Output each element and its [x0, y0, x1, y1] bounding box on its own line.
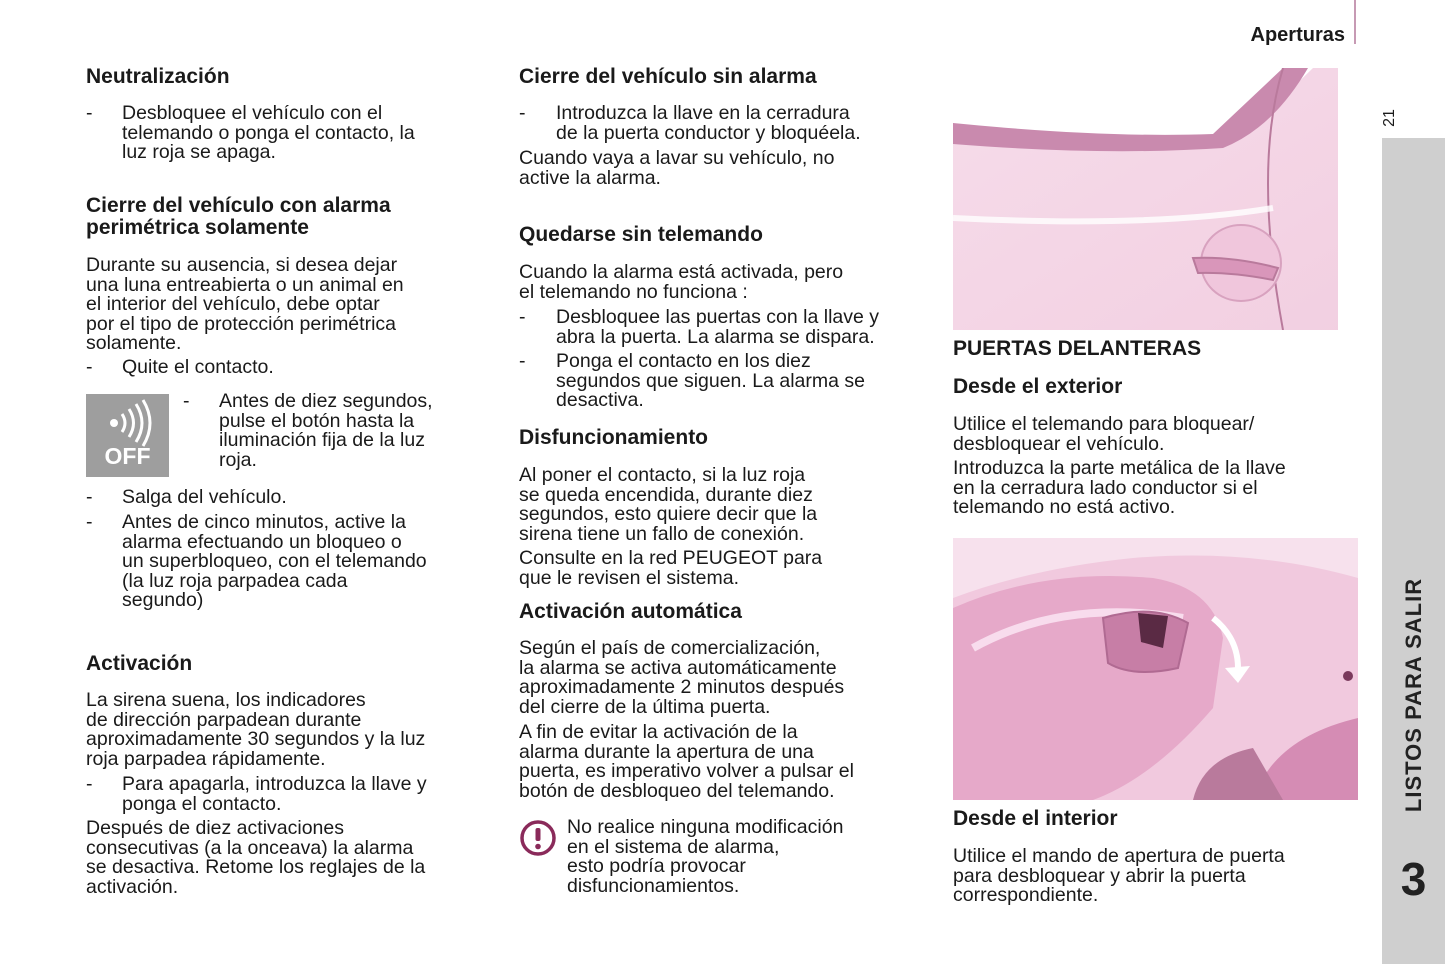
- no-remote-item-2: Ponga el contacto en los diez segundos que siguen. La alarma se desactiva.: [556, 350, 865, 412]
- exterior-text: Utilice el telemando para bloquear/ desbloquear el vehículo.: [953, 413, 1255, 455]
- no-remote-item-1: Desbloquee las puertas con la llave y abra la puerta. La alarma se dispara.: [556, 306, 880, 348]
- activation-heading: Activación: [86, 652, 193, 675]
- malfunction-heading: Disfuncionamiento: [519, 426, 709, 449]
- no-remote-text: Cuando la alarma está activada, pero el telemando no funciona :: [519, 261, 844, 303]
- page-number: 21: [1381, 109, 1398, 127]
- off-label: OFF: [104, 443, 151, 469]
- close-no-alarm-item: Introduzca la llave en la cerradura de la puerta conductor y bloquéela.: [556, 102, 861, 144]
- malfunction-text-2: Consulte en la red PEUGEOT para que le revisen el sistema.: [519, 547, 823, 589]
- section-title: Aperturas: [1250, 24, 1345, 46]
- no-remote-heading: Quedarse sin telemando: [519, 223, 763, 246]
- activation-text-2: Después de diez activaciones consecutivas (a la onceava) la alarma se desactiva. Retome los reglajes de la activación.: [86, 817, 426, 898]
- malfunction-text: Al poner el contacto, si la luz roja se queda encendida, durante diez segundos, esto quiere decir que la sirena tiene un fallo de conexión.: [519, 464, 818, 545]
- close-no-alarm-text: Cuando vaya a lavar su vehículo, no active la alarma.: [519, 147, 835, 189]
- alarm-off-button-icon: [86, 394, 169, 477]
- perimetric-text: Durante su ausencia, si desea dejar una luna entreabierta o un animal en el interior del vehículo, debe optar por el tipo de protección perimétrica solamente.: [86, 254, 404, 355]
- neutralization-item: Desbloquee el vehículo con el telemando o ponga el contacto, la luz roja se apaga.: [122, 102, 415, 164]
- auto-activation-text-2: A fin de evitar la activación de la alarma durante la apertura de una puerta, es imperativo volver a pulsar el botón de desbloqueo del telemando.: [519, 721, 854, 802]
- perimetric-item-3: Salga del vehículo.: [122, 486, 287, 508]
- neutralization-heading: Neutralización: [86, 65, 230, 88]
- activation-item: Para apagarla, introduzca la llave y ponga el contacto.: [122, 773, 427, 815]
- warning-text: No realice ninguna modificación en el sistema de alarma, esto podría provocar disfuncionamientos.: [567, 816, 844, 897]
- front-doors-heading: PUERTAS DELANTERAS: [953, 337, 1202, 360]
- exterior-heading: Desde el exterior: [953, 375, 1123, 398]
- header-divider: [1354, 0, 1356, 44]
- exterior-text-2: Introduzca la parte metálica de la llave en la cerradura lado conductor si el telemando no está activo.: [953, 457, 1286, 519]
- chapter-number: 3: [1400, 853, 1427, 905]
- interior-text: Utilice el mando de apertura de puerta para desbloquear y abrir la puerta correspondiente.: [953, 845, 1285, 907]
- perimetric-item-1: Quite el contacto.: [122, 356, 274, 378]
- auto-activation-heading: Activación automática: [519, 600, 742, 623]
- interior-heading: Desde el interior: [953, 807, 1118, 830]
- door-interior-illustration: [953, 538, 1358, 800]
- chapter-title: LISTOS PARA SALIR: [1400, 577, 1426, 813]
- close-no-alarm-heading: Cierre del vehículo sin alarma: [519, 65, 817, 88]
- activation-text: La sirena suena, los indicadores de dirección parpadean durante aproximadamente 30 segundos y la luz roja parpadea rápidamente.: [86, 689, 426, 770]
- door-exterior-illustration: [953, 68, 1358, 330]
- perimetric-item-4: Antes de cinco minutos, active la alarma efectuando un bloqueo o un superbloqueo, con el telemando (la luz roja parpadea cada segundo): [122, 511, 427, 612]
- perimetric-heading: Cierre del vehículo con alarma perimétrica solamente: [86, 194, 391, 239]
- warning-icon: [520, 820, 556, 856]
- chapter-sidebar: [1382, 138, 1445, 964]
- auto-activation-text: Según el país de comercialización, la alarma se activa automáticamente aproximadamente 2 minutos después del cierre de la última puerta.: [519, 637, 845, 718]
- perimetric-item-2: Antes de diez segundos, pulse el botón hasta la iluminación fija de la luz roja.: [219, 390, 433, 471]
